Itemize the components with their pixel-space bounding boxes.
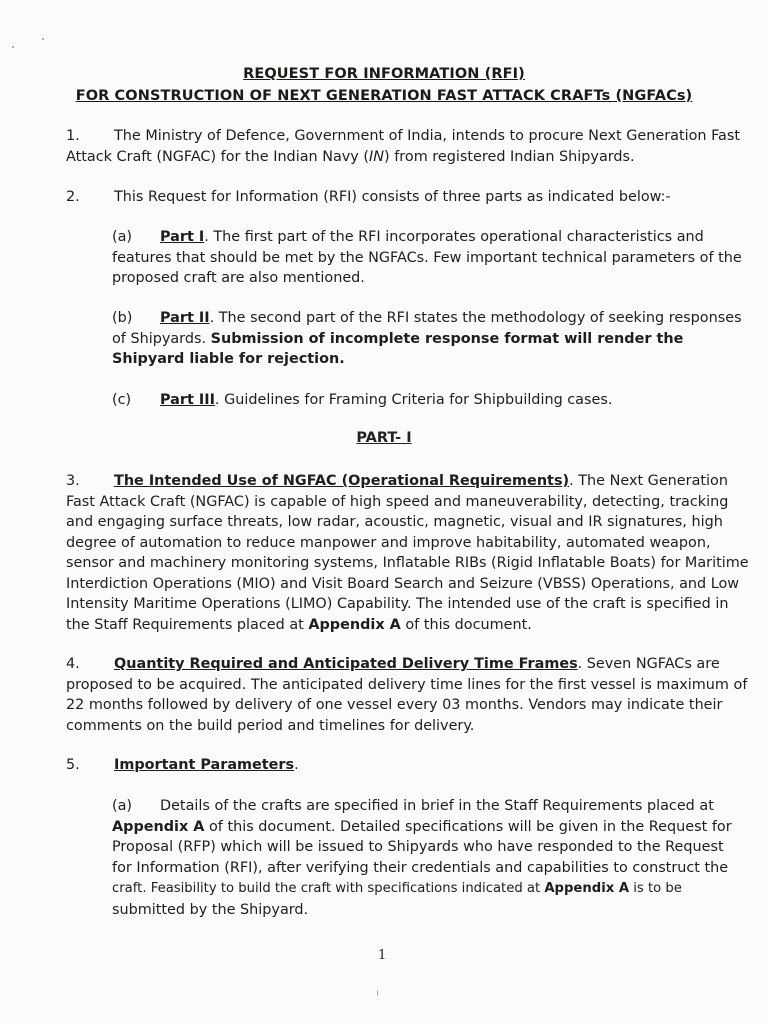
paragraph-5a: (a) Details of the crafts are specified in brief in the Staff Requirements placed at Appendix A of this document. Detailed specifications will be given in the Request for Proposal (RFP) which will be issued to Shipyards who have responded to the Request for Information (RFI), after verifying their credentials and capabilities to construct the craft. Feasibility to build the craft with specifications indicated at Appendix A is to be submitted by the Shipyard. <box>112 798 732 918</box>
title-line-1: REQUEST FOR INFORMATION (RFI) <box>243 66 525 82</box>
para-number: 5. <box>66 757 80 773</box>
scan-speck <box>12 46 14 48</box>
paragraph-5: 5. Important Parameters. <box>66 755 299 776</box>
paragraph-4: 4. Quantity Required and Anticipated Delivery Time Frames. Seven NGFACs are proposed to be acquired. The anticipated delivery time lines for the first vessel is maximum of 22 months followed by delivery of one vessel every 03 months. Vendors may indicate their comments on the build period and timelines for delivery. <box>66 656 748 734</box>
para-number: 3. <box>66 473 80 489</box>
part-ii-heading: Part II <box>160 310 210 326</box>
paragraph-3: 3. The Intended Use of NGFAC (Operational Requirements). The Next Generation Fast Attack Craft (NGFAC) is capable of high speed and maneuverability, detecting, tracking and engaging surface threats, low radar, acoustic, magnetic, visual and IR signatures, high degree of automation to reduce manpower and improve habitability, automated weapon, sensor and machinery monitoring systems, Inflatable RIBs (Rigid Inflatable Boats) for Maritime Interdiction Operations (MIO) and Visit Board Search and Seizure (VBSS) Operations, and Low Intensity Maritime Operations (LIMO) Capability. The intended use of the craft is specified in the Staff Requirements placed at Appendix A of this document. <box>66 473 749 633</box>
page-number: 1 <box>378 948 387 963</box>
section-heading: Quantity Required and Anticipated Delivery Time Frames <box>114 656 578 672</box>
scan-speck <box>377 990 378 996</box>
section-heading: The Intended Use of NGFAC (Operational Requirements) <box>114 473 570 489</box>
part-1-heading: PART- I <box>356 430 412 446</box>
part-i-heading: Part I <box>160 229 205 245</box>
paragraph-1: 1. The Ministry of Defence, Government of India, intends to procure Next Generation Fast Attack Craft (NGFAC) for the Indian Navy (IN) from registered Indian Shipyards. <box>66 128 741 165</box>
paragraph-2: 2. This Request for Information (RFI) consists of three parts as indicated below:- <box>66 187 671 208</box>
paragraph-2a: (a) Part I. The first part of the RFI incorporates operational characteristics and features that should be met by the NGFACs. Few important technical parameters of the proposed craft are also mentioned. <box>112 229 742 286</box>
para-number: 4. <box>66 656 80 672</box>
para-number: 1. <box>66 128 80 144</box>
para-number: 2. <box>66 189 80 205</box>
scan-speck <box>42 38 44 40</box>
paragraph-2c: (c) Part III. Guidelines for Framing Criteria for Shipbuilding cases. <box>112 392 613 408</box>
section-heading: Important Parameters <box>114 757 295 773</box>
part-iii-heading: Part III <box>160 392 215 408</box>
title-line-2: FOR CONSTRUCTION OF NEXT GENERATION FAST ATTACK CRAFTs (NGFACs) <box>75 88 693 104</box>
paragraph-2b: (b) Part II. The second part of the RFI states the methodology of seeking responses of Shipyards. Submission of incomplete response format will render the Shipyard liable for rejection. <box>112 310 742 367</box>
